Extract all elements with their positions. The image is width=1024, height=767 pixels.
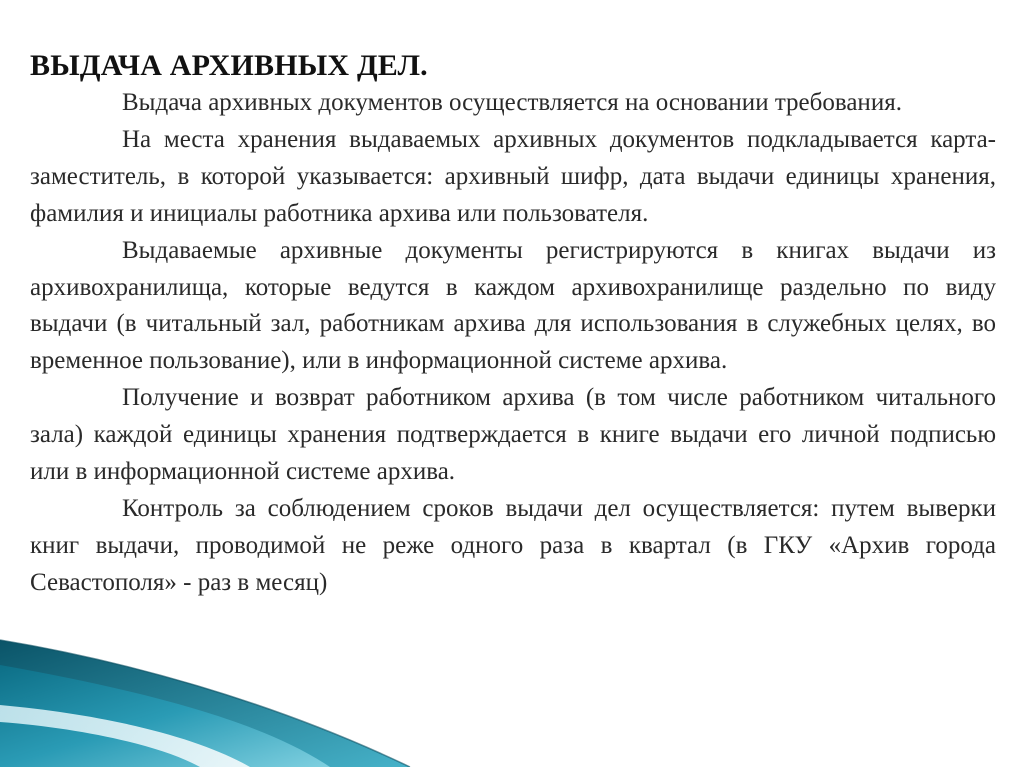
wave-band-front: [0, 665, 330, 767]
wave-highlight: [0, 705, 250, 767]
slide-title: ВЫДАЧА АРХИВНЫХ ДЕЛ.: [30, 49, 428, 82]
paragraph-substitute-card: На места хранения выдаваемых архивных документов подкладывается карта-заместитель, в которой указывается: архивный шифр, дата выдачи единицы хранения, фамилия и инициалы работника архива или пользователя.: [30, 125, 996, 227]
paragraph-requirement: Выдача архивных документов осуществляется на основании требования.: [122, 89, 902, 116]
paragraph-receipt-return: Получение и возврат работником архива (в том числе работником читального зала) каждой единицы хранения подтверждается в книге выдачи его личной подписью или в информационной системе архива.: [30, 384, 996, 486]
paragraph-deadline-control: Контроль за соблюдением сроков выдачи дел осуществляется: путем выверки книг выдачи, проводимой не реже одного раза в квартал (в ГКУ «Архив города Севастополя» - раз в месяц): [30, 494, 996, 596]
wave-band-back: [0, 640, 410, 767]
wave-top-line: [0, 640, 410, 767]
paragraph-issue-books: Выдаваемые архивные документы регистрируются в книгах выдачи из архивохранилища, которые ведутся в каждом архивохранилище раздельно по виду выдачи (в читальный зал, работникам архива для использования в служебных целях, во временное пользование), или в информационной системе архива.: [30, 236, 996, 375]
slide-content: [30, 47, 996, 602]
